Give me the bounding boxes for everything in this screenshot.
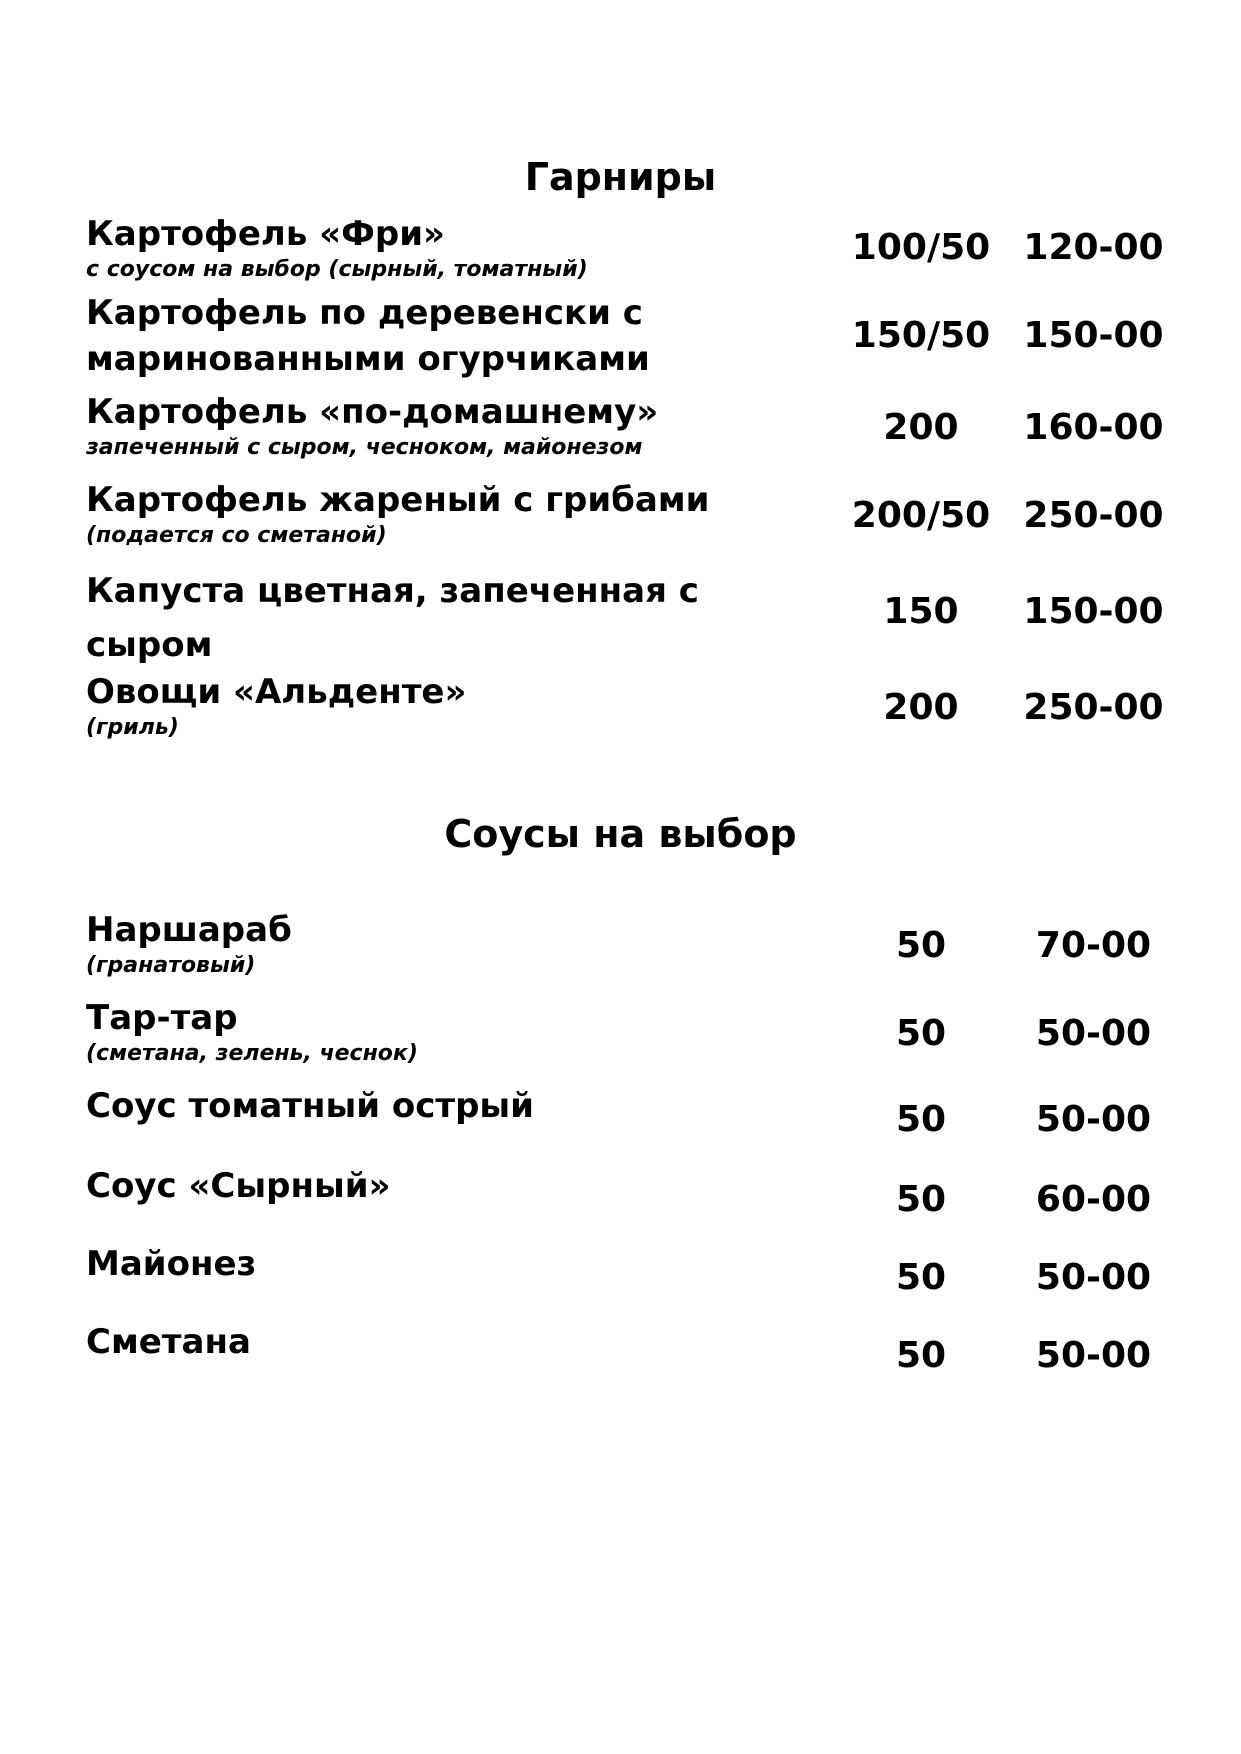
- menu-item: [86, 564, 1186, 672]
- menu-item: [86, 1084, 1186, 1140]
- item-description: запеченный с сыром, чесноком, майонезом: [86, 435, 643, 460]
- item-price: 150-00: [1023, 315, 1164, 356]
- item-price: 50-00: [1035, 1013, 1152, 1054]
- menu-item: [86, 908, 1186, 980]
- item-price: 70-00: [1035, 925, 1152, 966]
- item-name: Картофель жареный с грибами: [86, 480, 710, 520]
- menu-item: [86, 1320, 1186, 1376]
- item-price: 160-00: [1023, 407, 1164, 448]
- item-price: 150-00: [1023, 591, 1164, 632]
- item-weight: 50: [895, 1257, 947, 1298]
- menu-item: [86, 290, 1186, 382]
- item-name: Картофель «Фри»: [86, 214, 445, 254]
- item-weight: 50: [895, 1013, 947, 1054]
- sides-title: Гарниры: [524, 155, 717, 199]
- menu-item: [86, 478, 1186, 550]
- item-description: (сметана, зелень, чеснок): [86, 1041, 418, 1066]
- item-price: 250-00: [1023, 687, 1164, 728]
- item-description: (гриль): [86, 715, 179, 740]
- item-name: Соус томатный острый: [86, 1086, 534, 1126]
- item-price: 120-00: [1023, 227, 1164, 268]
- item-price: 250-00: [1023, 495, 1164, 536]
- menu-item: [86, 996, 1186, 1068]
- item-name: Тар-тар: [86, 998, 238, 1038]
- item-description: с соусом на выбор (сырный, томатный): [86, 257, 588, 282]
- item-name: Капуста цветная, запеченная с сыром: [86, 571, 699, 665]
- item-weight: 200: [883, 687, 959, 728]
- sauces-title: Соусы на выбор: [444, 812, 797, 856]
- menu-item: [86, 1242, 1186, 1298]
- item-price: 50-00: [1035, 1257, 1152, 1298]
- item-name: Майонез: [86, 1244, 257, 1284]
- item-name: Овощи «Альденте»: [86, 672, 467, 712]
- item-weight: 50: [895, 1099, 947, 1140]
- item-weight: 50: [895, 1179, 947, 1220]
- item-weight: 150: [883, 591, 959, 632]
- item-name: Картофель «по-домашнему»: [86, 392, 659, 432]
- menu-item: [86, 212, 1186, 284]
- item-weight: 100/50: [851, 227, 991, 268]
- item-weight: 50: [895, 1335, 947, 1376]
- item-price: 50-00: [1035, 1099, 1152, 1140]
- item-weight: 150/50: [851, 315, 991, 356]
- item-description: (гранатовый): [86, 953, 256, 978]
- item-name: Наршараб: [86, 910, 292, 950]
- item-name: Картофель по деревенски с маринованными огурчиками: [86, 293, 650, 379]
- item-weight: 50: [895, 925, 947, 966]
- menu-item: [86, 390, 1186, 462]
- item-weight: 200/50: [851, 495, 991, 536]
- item-weight: 200: [883, 407, 959, 448]
- menu-item: [86, 1164, 1186, 1220]
- item-description: (подается со сметаной): [86, 523, 387, 548]
- item-name: Сметана: [86, 1322, 251, 1362]
- menu-item: [86, 670, 1186, 742]
- item-price: 60-00: [1035, 1179, 1152, 1220]
- item-price: 50-00: [1035, 1335, 1152, 1376]
- item-name: Соус «Сырный»: [86, 1166, 391, 1206]
